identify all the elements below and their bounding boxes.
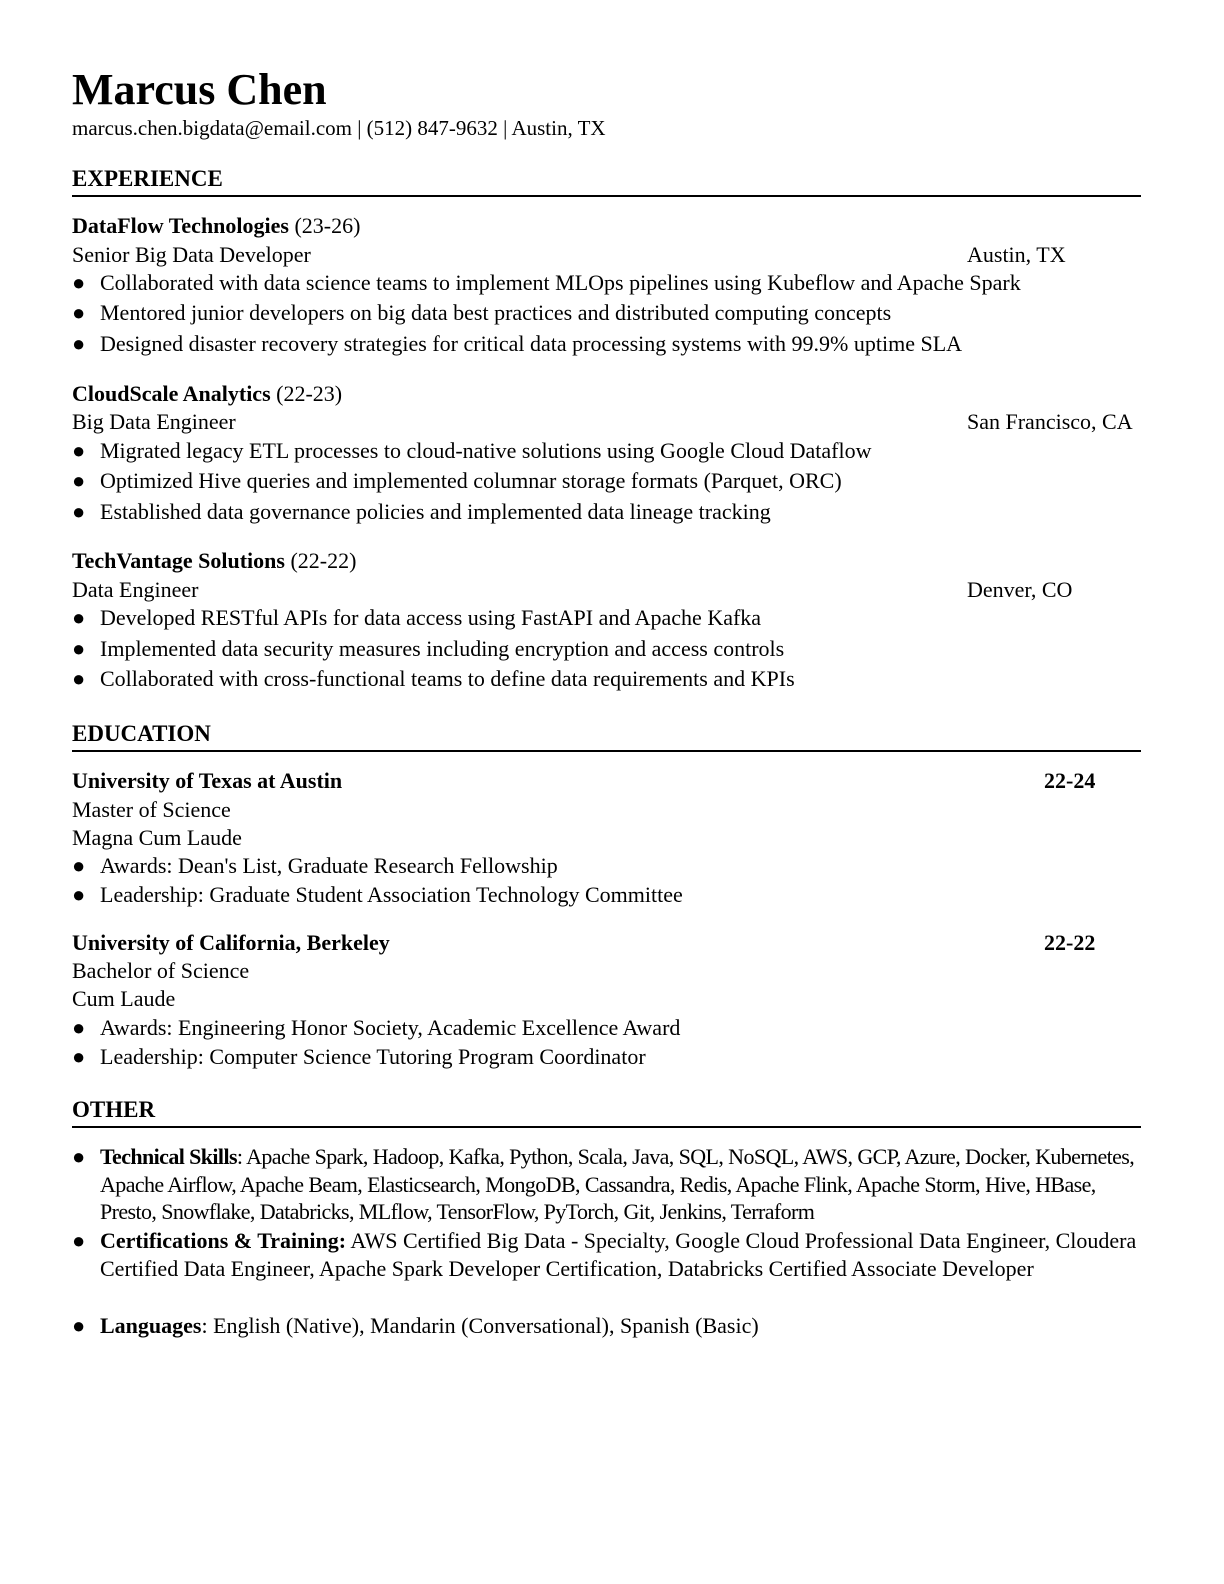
bullet-text: Designed disaster recovery strategies for critical data processing systems with 99.9% uptime SLA [100,331,963,356]
degree: Master of Science [72,797,231,822]
bullet-icon: ● [72,331,86,356]
list-item [72,498,1141,526]
bullet-icon: ● [72,499,86,524]
job-title: Big Data Engineer [72,409,236,434]
bullet-icon: ● [72,438,86,463]
school-dates: 22-22 [1044,930,1096,955]
bullet-text: Collaborated with data science teams to implement MLOps pipelines using Kubeflow and Apache Spark [100,270,1021,295]
list-item [72,635,1141,663]
job-location: Austin, TX [967,242,1066,267]
bullet-icon: ● [72,300,86,325]
list-item [72,881,1141,909]
skills-text: : Apache Spark, Hadoop, Kafka, Python, Scala, Java, SQL, NoSQL, AWS, GCP, Azure, Docker, Kubernetes, Apache Airflow, Apache Beam, Elasticsearch, MongoDB, Cassandra, Redis, Apache Flink, Apache Storm, Hive, HBase, Presto, Snowflake, Databricks, MLflow, TensorFlow, PyTorch, Git, Jenkins, Terraform [100,1144,1135,1224]
certifications-label: Certifications & Training: [100,1228,347,1253]
school-name: University of Texas at Austin [72,768,343,793]
certifications-paragraph [100,1227,1140,1282]
list-item [72,665,1141,693]
education-heading: EDUCATION [72,720,1141,752]
company-name: TechVantage Solutions [72,548,285,573]
bullet-text: Mentored junior developers on big data best practices and distributed computing concepts [100,300,892,325]
bullet-icon: ● [72,605,86,630]
job-title-row [72,408,1141,436]
languages-label: Languages [100,1313,202,1338]
bullet-text: Awards: Engineering Honor Society, Academic Excellence Award [100,1015,681,1040]
job-title-row [72,576,1141,604]
list-item [72,1312,1141,1340]
list-item [72,1014,1141,1042]
list-item [72,467,1141,495]
bullet-icon: ● [72,270,86,295]
skills-paragraph [100,1143,1140,1226]
list-item [72,299,1141,327]
bullet-icon: ● [72,636,86,661]
list-item [72,604,1141,632]
list-item [72,852,1141,880]
job-title: Data Engineer [72,577,199,602]
school-dates: 22-24 [1044,768,1096,793]
job-header [72,547,1141,575]
experience-heading: EXPERIENCE [72,165,1141,197]
job-title: Senior Big Data Developer [72,242,311,267]
bullet-icon: ● [72,468,86,493]
list-item [72,269,1141,297]
school-header [72,929,1141,957]
bullet-text: Implemented data security measures including encryption and access controls [100,636,785,661]
school-header [72,767,1141,795]
languages-line [100,1312,759,1340]
job-dates: (22-22) [284,548,357,573]
job-location: San Francisco, CA [967,409,1133,434]
bullet-icon: ● [72,1313,86,1338]
job-header [72,380,1141,408]
bullet-icon: ● [72,1144,86,1169]
job-dates: (23-26) [288,213,361,238]
bullet-text: Leadership: Computer Science Tutoring Program Coordinator [100,1044,646,1069]
job-location: Denver, CO [967,577,1073,602]
other-heading: OTHER [72,1096,1141,1128]
bullet-text: Optimized Hive queries and implemented columnar storage formats (Parquet, ORC) [100,468,842,493]
list-item [72,437,1141,465]
bullet-text: Leadership: Graduate Student Association Technology Committee [100,882,683,907]
bullet-text: Established data governance policies and implemented data lineage tracking [100,499,771,524]
job-title-row [72,241,1141,269]
certifications-text: AWS Certified Big Data - Specialty, Google Cloud Professional Data Engineer, Cloudera Certified Data Engineer, Apache Spark Developer Certification, Databricks Certified Associate Developer [100,1228,1137,1281]
bullet-text: Awards: Dean's List, Graduate Research Fellowship [100,853,558,878]
bullet-text: Collaborated with cross-functional teams to define data requirements and KPIs [100,666,795,691]
company-name: CloudScale Analytics [72,381,271,406]
bullet-icon: ● [72,1044,86,1069]
bullet-icon: ● [72,882,86,907]
bullet-icon: ● [72,1015,86,1040]
list-item [72,330,1141,358]
job-dates: (22-23) [270,381,343,406]
bullet-icon: ● [72,853,86,878]
honors: Cum Laude [72,986,176,1011]
list-item [72,1043,1141,1071]
skills-label: Technical Skills [100,1144,237,1169]
bullet-text: Developed RESTful APIs for data access using FastAPI and Apache Kafka [100,605,762,630]
bullet-icon: ● [72,1228,86,1253]
school-name: University of California, Berkeley [72,930,390,955]
company-name: DataFlow Technologies [72,213,289,238]
bullet-text: Migrated legacy ETL processes to cloud-native solutions using Google Cloud Dataflow [100,438,872,463]
bullet-icon: ● [72,666,86,691]
contact-info: marcus.chen.bigdata@email.com | (512) 847-9632 | Austin, TX [72,116,606,140]
job-header [72,212,1141,240]
honors: Magna Cum Laude [72,825,242,850]
candidate-name: Marcus Chen [72,65,327,114]
languages-text: : English (Native), Mandarin (Conversational), Spanish (Basic) [201,1313,759,1338]
degree: Bachelor of Science [72,958,250,983]
